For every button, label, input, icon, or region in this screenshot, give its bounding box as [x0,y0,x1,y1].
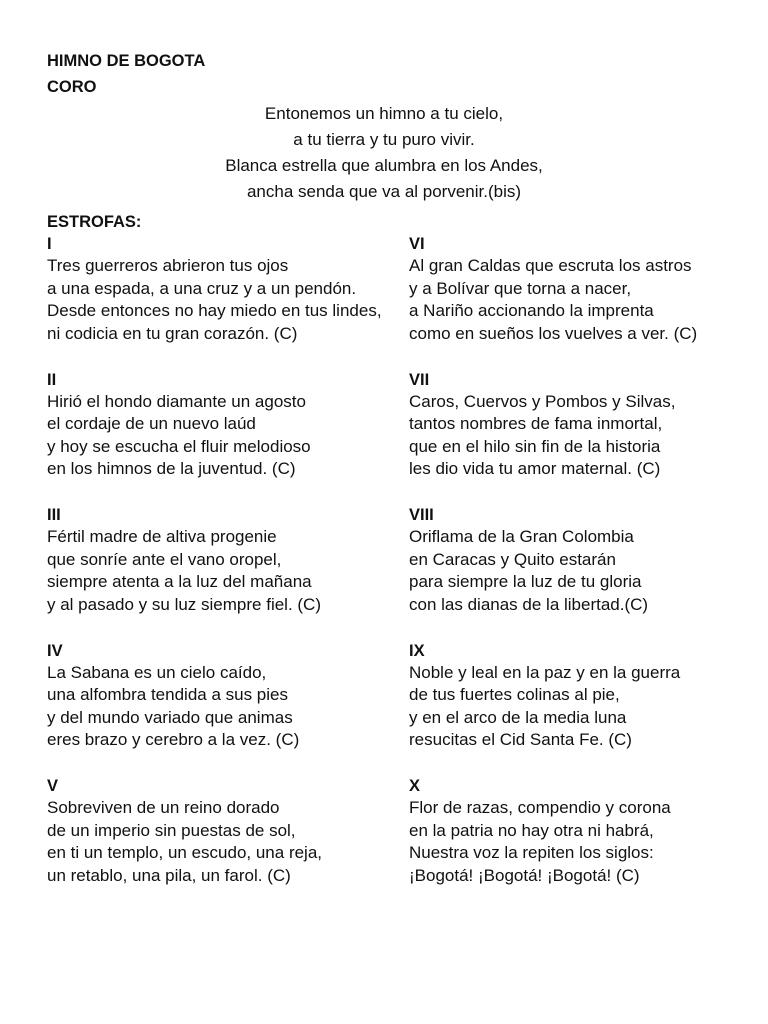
verse-line: en los himnos de la juventud. (C) [47,459,296,478]
verse-line: en Caracas y Quito estarán [409,549,616,569]
stanza [47,233,407,369]
stanza-numeral: X [409,777,421,795]
verse-line: una alfombra tendida a sus pies [47,685,288,704]
verse-line: Al gran Caldas que escruta los astros [409,256,692,275]
verse-line: les dio vida tu amor maternal. (C) [409,459,661,478]
stanza-numeral: IX [409,641,425,660]
stanza [47,640,407,776]
verse-line: con las dianas de la libertad.(C) [409,594,649,614]
verse-line: el cordaje de un nuevo laúd [47,414,256,433]
chorus-block [0,101,768,205]
stanza [47,504,407,640]
verse-line: ni codicia en tu gran corazón. (C) [47,323,298,343]
verse-line: en ti un templo, un escudo, una reja, [47,843,323,862]
verse-line: Fértil madre de altiva progenie [47,527,277,546]
verse-line: eres brazo y cerebro a la vez. (C) [47,730,300,749]
verse-line: Noble y leal en la paz y en la guerra [409,662,681,682]
stanza [409,369,749,505]
stanza [409,775,749,911]
chorus-line: ancha senda que va al porvenir.(bis) [246,182,522,201]
verse-line: Oriflama de la Gran Colombia [409,527,634,546]
verse-line: que sonríe ante el vano oropel, [47,549,282,569]
coro-heading: CORO [47,78,97,96]
stanzas-left-column [47,233,407,911]
verse-line: de un imperio sin puestas de sol, [47,820,296,840]
verse-line: y al pasado y su luz siempre fiel. (C) [47,594,321,614]
verse-line: a una espada, a una cruz y a un pendón. [47,278,357,298]
stanza [409,640,749,776]
verse-line: a Nariño accionando la imprenta [409,301,654,320]
verse-line: en la patria no hay otra ni habrá, [409,820,654,840]
verse-line: tantos nombres de fama inmortal, [409,414,663,433]
verse-line: y hoy se escucha el fluir melodioso [47,436,311,456]
stanza-numeral: VI [409,235,425,253]
verse-line: Desde entonces no hay miedo en tus lindes, [47,301,382,320]
verse-line: Hirió el hondo diamante un agosto [47,391,306,411]
stanza-numeral: IV [47,641,63,660]
verse-line: un retablo, una pila, un farol. (C) [47,865,291,885]
verse-line: como en sueños los vuelves a ver. (C) [409,323,698,343]
stanza-numeral: II [47,370,57,389]
stanza-numeral: VIII [409,506,434,524]
verse-line: ¡Bogotá! ¡Bogotá! ¡Bogotá! (C) [409,865,640,885]
document-title: HIMNO DE BOGOTA [47,52,206,70]
verse-line: Caros, Cuervos y Pombos y Silvas, [409,391,676,411]
verse-line: siempre atenta a la luz del mañana [47,572,312,591]
verse-line: de tus fuertes colinas al pie, [409,685,620,704]
stanza [409,233,749,369]
verse-line: y del mundo variado que animas [47,707,293,727]
verse-line: La Sabana es un cielo caído, [47,662,267,682]
estrofas-heading: ESTROFAS: [47,213,142,231]
verse-line: para siempre la luz de tu gloria [409,572,642,591]
verse-line: resucitas el Cid Santa Fe. (C) [409,730,632,749]
verse-line: que en el hilo sin fin de la historia [409,436,661,456]
verse-line: Flor de razas, compendio y corona [409,798,671,817]
stanza-numeral: VII [409,370,430,389]
stanzas-right-column [409,233,749,911]
stanza [409,504,749,640]
stanza [47,369,407,505]
verse-line: Sobreviven de un reino dorado [47,798,280,817]
verse-line: y en el arco de la media luna [409,707,627,727]
verse-line: Nuestra voz la repiten los siglos: [409,843,654,862]
stanza-numeral: III [47,506,61,524]
stanza-numeral: V [47,777,59,795]
verse-line: Tres guerreros abrieron tus ojos [47,256,289,275]
chorus-line: a tu tierra y tu puro vivir. [293,130,475,149]
chorus-line: Blanca estrella que alumbra en los Andes, [225,156,543,175]
verse-line: y a Bolívar que torna a nacer, [409,278,632,298]
stanza-numeral: I [47,235,52,253]
chorus-line: Entonemos un himno a tu cielo, [264,104,504,123]
stanza [47,775,407,911]
